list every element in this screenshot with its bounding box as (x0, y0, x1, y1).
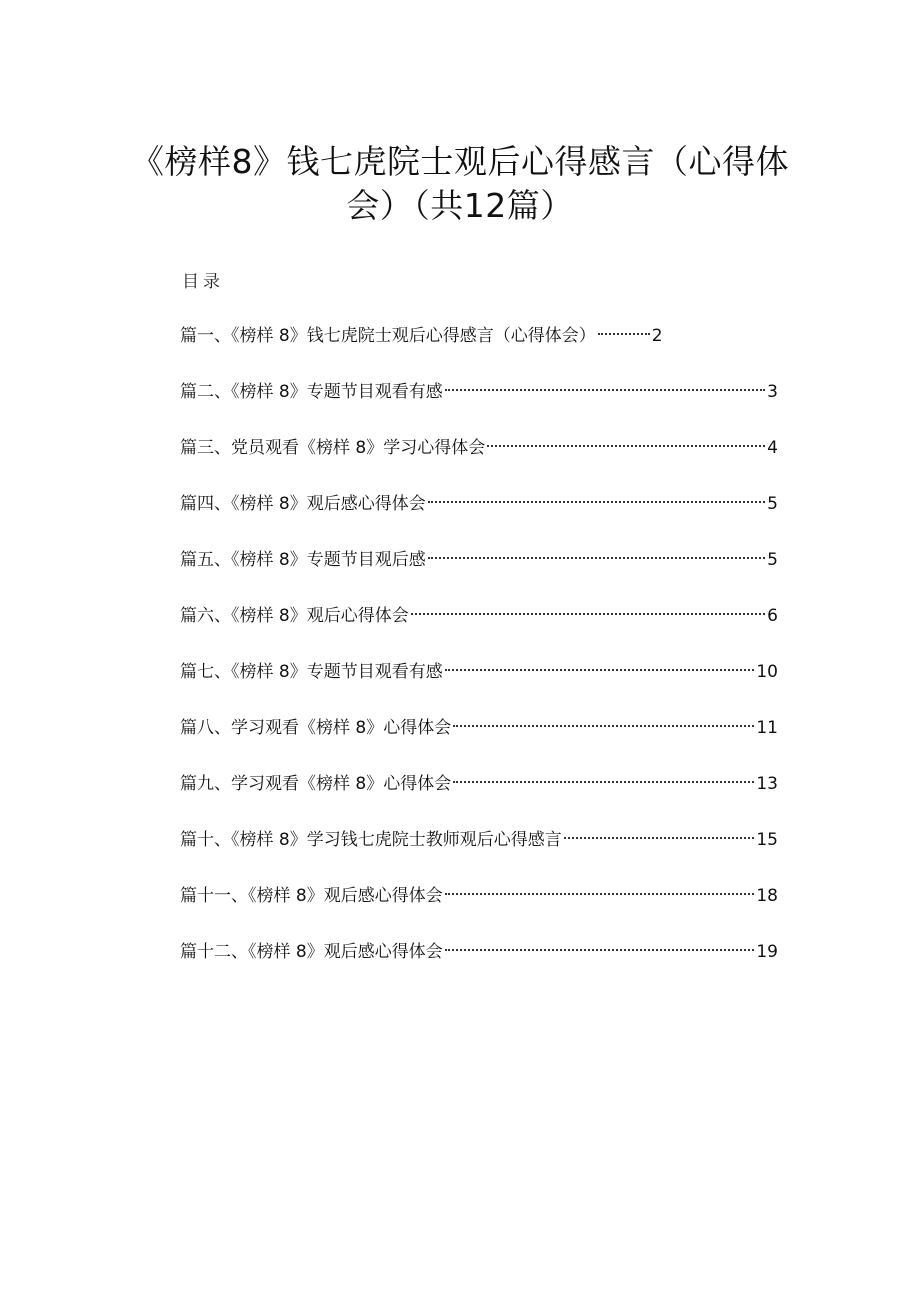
toc-entry-label: 篇四、《榜样 8》观后感心得体会 (180, 494, 426, 514)
toc-entry[interactable] (180, 822, 778, 878)
toc-heading: 目录 (182, 272, 224, 292)
toc-entry[interactable] (180, 934, 778, 990)
toc-entry-label: 篇六、《榜样 8》观后心得体会 (180, 606, 409, 626)
toc-entry-page: 5 (767, 494, 778, 514)
toc-dot-leader (411, 613, 765, 615)
toc-entry[interactable] (180, 542, 778, 598)
toc-entry-label: 篇十二、《榜样 8》观后感心得体会 (180, 942, 443, 962)
toc-entry-label: 篇二、《榜样 8》专题节目观看有感 (180, 382, 443, 402)
toc-dot-leader (445, 669, 755, 671)
toc-entry-page: 15 (756, 830, 778, 850)
toc-entry[interactable] (180, 318, 778, 374)
toc-entry[interactable] (180, 710, 778, 766)
toc-dot-leader (445, 893, 755, 895)
toc-dot-leader (445, 949, 755, 951)
toc-entry-page: 3 (767, 382, 778, 402)
document-title: 《榜样8》钱七虎院士观后心得感言（心得体会）（共12篇） (131, 142, 789, 225)
toc-entry-page: 6 (767, 606, 778, 626)
toc-entry-page: 5 (767, 550, 778, 570)
toc-dot-leader (487, 445, 765, 447)
toc-dot-leader (445, 389, 765, 391)
toc-entry-label: 篇一、《榜样 8》钱七虎院士观后心得感言（心得体会） (180, 326, 596, 346)
toc-dot-leader (453, 781, 754, 783)
toc-entry-label: 篇五、《榜样 8》专题节目观后感 (180, 550, 426, 570)
toc-entry-page: 4 (767, 438, 778, 458)
toc-entry[interactable] (180, 374, 778, 430)
toc-dot-leader (428, 557, 765, 559)
toc-entry-page: 2 (651, 326, 663, 346)
toc-entry[interactable] (180, 654, 778, 710)
table-of-contents (180, 318, 778, 990)
toc-entry-page: 18 (756, 886, 778, 906)
toc-entry[interactable] (180, 878, 778, 934)
toc-entry[interactable] (180, 486, 778, 542)
toc-entry-page: 10 (756, 662, 778, 682)
toc-entry[interactable] (180, 430, 778, 486)
toc-entry-label: 篇三、党员观看《榜样 8》学习心得体会 (180, 438, 486, 458)
toc-dot-leader (453, 725, 754, 727)
toc-dot-leader (428, 501, 765, 503)
toc-entry-page: 13 (756, 774, 778, 794)
toc-entry-label: 篇十一、《榜样 8》观后感心得体会 (180, 886, 443, 906)
toc-entry-label: 篇八、学习观看《榜样 8》心得体会 (180, 718, 452, 738)
toc-entry-page: 19 (756, 942, 778, 962)
toc-entry-label: 篇十、《榜样 8》学习钱七虎院士教师观后心得感言 (180, 830, 562, 850)
toc-entry-label: 篇七、《榜样 8》专题节目观看有感 (180, 662, 443, 682)
toc-dot-leader (564, 837, 755, 839)
toc-entry[interactable] (180, 598, 778, 654)
toc-entry[interactable] (180, 766, 778, 822)
toc-dot-leader (598, 333, 650, 335)
toc-entry-label: 篇九、学习观看《榜样 8》心得体会 (180, 774, 452, 794)
toc-entry-page: 11 (756, 718, 778, 738)
